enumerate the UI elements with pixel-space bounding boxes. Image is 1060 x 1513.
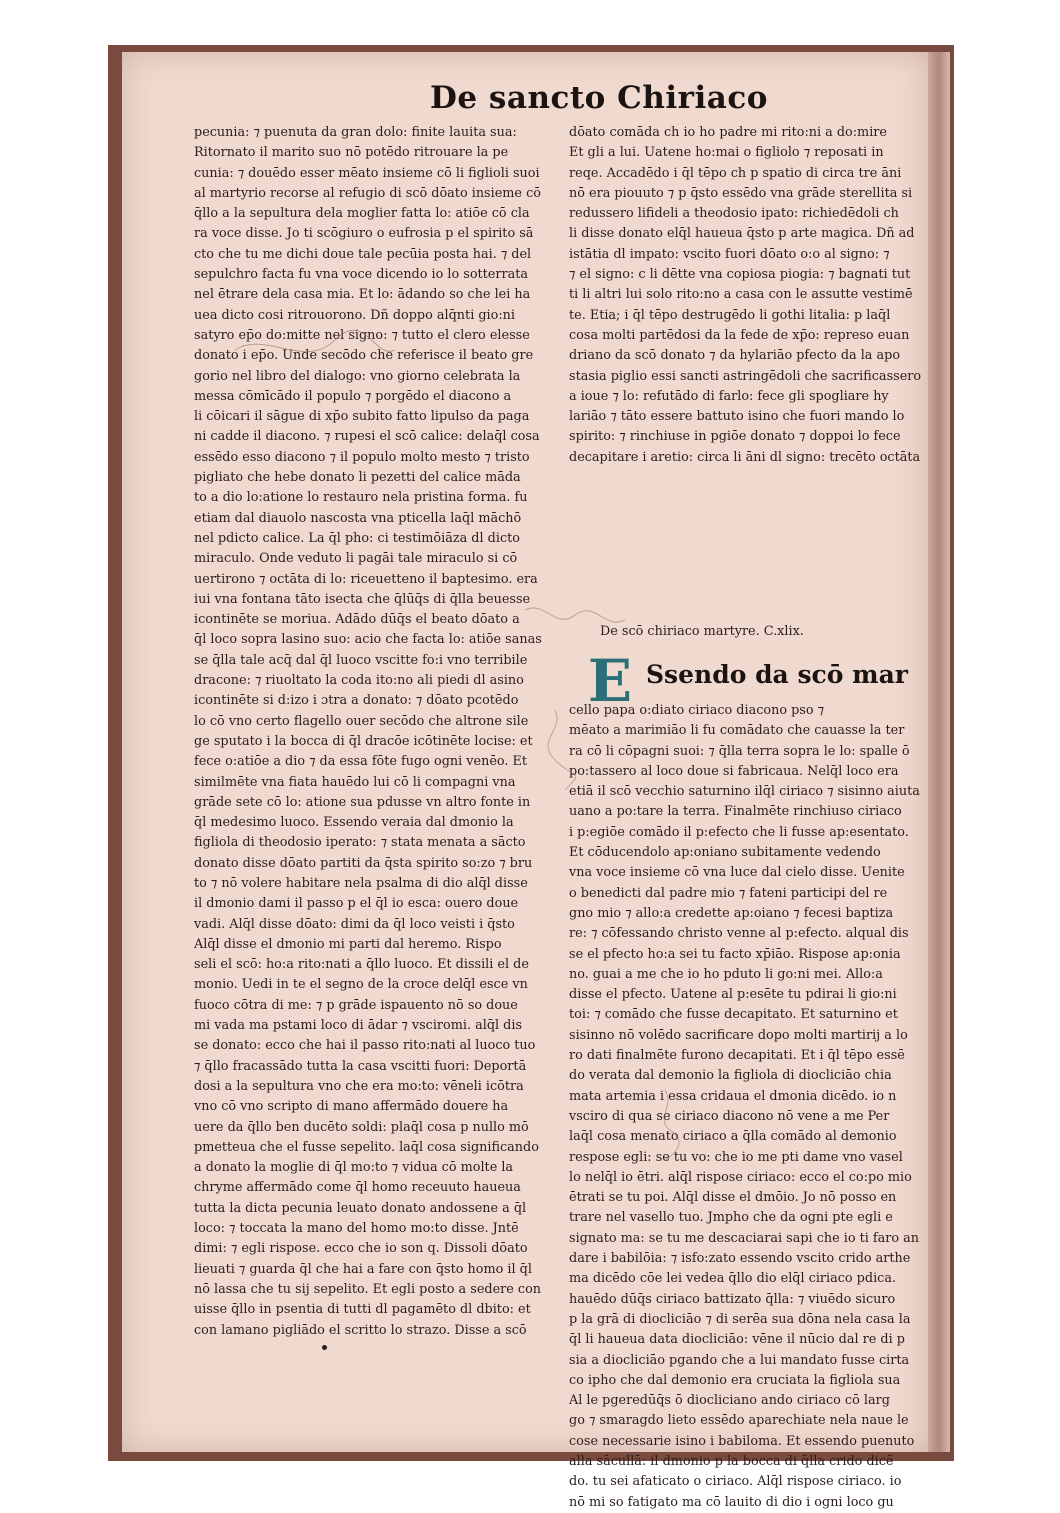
text-line: Ritornato il marito suo nō potēdo ritrouare la pe: [194, 145, 509, 161]
text-line: spirito: ⁊ rinchiuse in pgiōe donato ⁊ doppoi lo fece: [569, 429, 901, 445]
text-line: se donato: ecco che hai il passo rito:nati al luoco tuo: [194, 1038, 536, 1054]
text-line: istātia dl impato: vscito fuori dōato o:o al signo: ⁊: [569, 246, 890, 262]
text-line: reqe. Accadēdo i q̄l tēpo ch p spatio di circa tre āni: [569, 165, 902, 181]
text-line: to ⁊ nō volere habitare nela psalma di dio alq̄l disse: [194, 875, 528, 891]
text-line: a donato la moglie di q̄l mo:to ⁊ vidua cō molte la: [194, 1160, 514, 1176]
text-line: ni cadde il diacono. ⁊ rupesi el scō calice: delaq̄l cosa: [194, 429, 540, 445]
text-line: nel pdicto calice. La q̄l pho: ci testimōiāza dl dicto: [194, 530, 520, 546]
text-line: il dmonio dami il passo p el q̄l io esca: ouero doue: [194, 896, 519, 912]
text-line: dare i babilōia: ⁊ isfo:zato essendo vscito crido arthe: [569, 1251, 911, 1267]
text-line: cose necessarie isino i babiloma. Et essendo puenuto: [569, 1433, 915, 1449]
text-line: alla sācullā: il dmonio p la bocca di q̄lla crido dicē: [569, 1453, 894, 1469]
text-line: etiam dal diauolo nascosta vna pticella laq̄l māchō: [194, 510, 522, 526]
text-line: ti li altri lui solo rito:no a casa con le assutte vestimē: [569, 287, 913, 303]
text-line: respose egli: se tu vo: che io me pti dame vno vasel: [569, 1149, 903, 1165]
text-line: hauēdo dūq̄s ciriaco battizato q̄lla: ⁊ viuēdo sicuro: [569, 1291, 896, 1307]
text-line: messa cōmīcādo il populo ⁊ porgēdo el diacono a: [194, 388, 512, 404]
text-line: chryme affermādo come q̄l homo receuuto haueua: [194, 1180, 521, 1196]
text-line: vno cō vno scripto di mano affermādo douere ha: [194, 1099, 509, 1115]
text-line: se q̄lla tale acq̄ dal q̄l luoco vscitte fo:i vno terribile: [194, 652, 528, 668]
text-line: mata artemia i essa cridaua el dmonia dicēdo. io n: [569, 1088, 897, 1104]
text-line: laq̄l cosa menato ciriaco a q̄lla comādo al demonio: [569, 1129, 897, 1145]
text-line: icontinēte si d:izo i ɔtra a donato: ⁊ dōato pcotēdo: [194, 693, 519, 709]
text-line: ra cō li cōpagni suoi: ⁊ q̄lla terra sopra le lo: spalle ō: [569, 743, 910, 759]
text-line: mēato a marimiāo li fu comādato che cauasse la ter: [569, 723, 905, 739]
text-line: uertirono ⁊ octāta di lo: riceuetteno il baptesimo. era: [194, 571, 538, 587]
text-line: fece o:atiōe a dio ⁊ da essa fōte fugo ogni venēo. Et: [194, 754, 528, 770]
text-line: stasia piglio essi sancti astringēdoli che sacrificassero: [569, 368, 922, 384]
text-line: fuoco cōtra di me: ⁊ p grāde ispauento nō so doue: [194, 997, 518, 1013]
text-line: li cōicari il sāgue di xp̄o subito fatto lipulso da paga: [194, 409, 530, 425]
text-line: donato disse dōato partiti da q̄sta spirito so:zo ⁊ bru: [194, 855, 533, 871]
text-line: uano a po:tare la terra. Finalmēte rinchiuso ciriaco: [569, 804, 902, 820]
text-line: figliola di theodosio iperato: ⁊ stata menata a sācto: [194, 835, 526, 851]
text-line: signato ma: se tu me descaciarai sapi che io ti faro an: [569, 1230, 920, 1246]
text-line: sia a diocliciāo pgando che a lui mandato fusse cirta: [569, 1352, 910, 1368]
text-line: ge sputato i la bocca di q̄l dracōe icōtinēte locise: et: [194, 733, 533, 749]
decorated-initial: E: [587, 647, 633, 715]
text-line: vsciro di qua se ciriaco diacono nō vene a me Per: [569, 1108, 890, 1124]
text-line: dimi: ⁊ egli rispose. ecco che io son q. Dissoli dōato: [194, 1241, 528, 1257]
text-line: cunia: ⁊ douēdo esser mēato insieme cō li figlioli suoi: [194, 165, 540, 181]
text-line: po:tassero al loco doue si fabricaua. Nelq̄l loco era: [569, 763, 899, 779]
text-line: icontinēte se moriua. Adādo dūq̄s el beato dōato a: [194, 612, 520, 628]
text-line: toi: ⁊ comādo che fusse decapitato. Et saturnino et: [569, 1007, 898, 1023]
text-line: pecunia: ⁊ puenuta da gran dolo: finite lauita sua:: [194, 125, 517, 140]
text-line: pigliato che hebe donato li pezetti del calice māda: [194, 470, 521, 486]
text-line: cosa molti partēdosi da la fede de xp̄o: represo euan: [569, 327, 910, 343]
left-column: [194, 123, 544, 1338]
text-line: no. guai a me che io ho pduto li go:ni mei. Allo:a: [569, 966, 883, 982]
text-line: li disse donato elq̄l haueua q̄sto p arte magica. Dñ ad: [569, 226, 915, 242]
text-line: se el pfecto ho:a sei tu facto xp̄iāo. Rispose ap:onia: [569, 946, 901, 962]
text-line: al martyrio recorse al refugio di scō dōato insieme cō: [194, 185, 541, 201]
text-line: go ⁊ smaragdo lieto essēdo aparechiate nela naue le: [569, 1413, 909, 1429]
text-line: similmēte vna fiata hauēdo lui cō li compagni vna: [194, 774, 516, 790]
text-line: dracone: ⁊ riuoltato la coda ito:no ali piedi dl asino: [194, 673, 524, 689]
text-line: donato i ep̄o. Unde secōdo che referisce il beato gre: [194, 348, 534, 364]
text-line: lariāo ⁊ tāto essere battuto isino che fuori mando lo: [569, 409, 905, 425]
text-line: lo nelq̄l io ētri. alq̄l rispose ciriaco: ecco el co:po mio: [569, 1169, 912, 1185]
text-line: do. tu sei afaticato o ciriaco. Alq̄l rispose ciriaco. io: [569, 1474, 902, 1490]
ink-dot: [322, 1345, 327, 1350]
text-line: con lamano pigliādo el scritto lo strazo. Disse a scō: [194, 1322, 527, 1338]
text-line: q̄l li haueua data diocliciāo: vēne il nūcio dal re di p: [569, 1332, 905, 1348]
text-line: redussero lifideli a theodosio ipato: richiedēdoli ch: [569, 206, 899, 222]
text-line: ro dati finalmēte furono decapitati. Et i q̄l tēpo essē: [569, 1048, 905, 1064]
text-line: to a dio lo:atione lo restauro nela pristina forma. fu: [194, 490, 528, 506]
text-line: cto che tu me dichi doue tale pecūia posta hai. ⁊ del: [194, 246, 532, 262]
text-line: vadi. Alq̄l disse dōato: dimi da q̄l loco veisti i q̄sto: [194, 916, 515, 932]
text-line: nō mi so fatigato ma cō lauito di dio i ogni loco gu: [569, 1494, 894, 1510]
text-line: ⁊ el signo: c li dētte vna copiosa piogia: ⁊ bagnati tut: [569, 267, 911, 283]
text-line: nō era piouuto ⁊ p q̄sto essēdo vna grāde sterellita si: [569, 185, 913, 201]
text-line: sepulchro facta fu vna voce dicendo io lo sotterrata: [194, 267, 529, 283]
text-line: uere da q̄llo ben ducēto soldi: plaq̄l cosa p nullo mō: [194, 1119, 529, 1135]
text-line: ⁊ q̄llo fracassādo tutta la casa vscitti fuori: Deportā: [194, 1058, 527, 1074]
text-line: driano da scō donato ⁊ da hylariāo pfecto da la apo: [569, 348, 901, 364]
text-line: ētrati se tu poi. Alq̄l disse el dmōio. Jo nō posso en: [569, 1190, 897, 1206]
text-line: te. Etia; i q̄l tēpo destrugēdo li gothi litalia: p laq̄l: [569, 307, 891, 323]
text-line: ma dicēdo cōe lei vedea q̄llo dio elq̄l ciriaco pdica.: [569, 1271, 897, 1287]
text-line: dosi a la sepultura vno che era mo:to: vēneli icōtra: [194, 1078, 524, 1094]
text-line: nel ētrare dela casa mia. Et lo: ādando so che lei ha: [194, 287, 531, 303]
text-line: lieuati ⁊ guarda q̄l che hai a fare con q̄sto homo il q̄l: [194, 1261, 532, 1277]
text-line: vna voce insieme cō vna luce dal cielo disse. Uenite: [569, 865, 905, 881]
right-column-bottom: [569, 701, 931, 1510]
text-line: gno mio ⁊ allo:a credette ap:oiano ⁊ fecesi baptiza: [569, 905, 894, 921]
text-line: i p:egiōe comādo il p:efecto che li fusse ap:esentato.: [569, 824, 909, 840]
text-line: q̄llo a la sepultura dela moglier fatta lo: atiōe cō cla: [194, 206, 530, 222]
text-line: tutta la dicta pecunia leuato donato andossene a q̄l: [194, 1200, 527, 1216]
chapter-incipit: Ssendo da scō mar: [646, 660, 908, 689]
text-line: monio. Uedi in te el segno de la croce delq̄l esce vn: [194, 977, 528, 993]
text-line: grāde sete cō lo: atione sua pdusse vn altro fonte in: [194, 794, 531, 810]
text-line: dōato comāda ch io ho padre mi rito:ni a do:mire: [569, 125, 887, 140]
text-line: seli el scō: ho:a rito:nati a q̄llo luoco. Et dissili el de: [194, 957, 529, 973]
text-line: ra voce disse. Jo ti scōgiuro o eufrosia p el spirito sā: [194, 226, 534, 242]
text-line: q̄l loco sopra lasino suo: acio che facta lo: atiōe sanas: [194, 632, 542, 648]
text-line: q̄l medesimo luoco. Essendo veraia dal dmonio la: [194, 815, 514, 831]
running-title: De sancto Chiriaco: [430, 80, 768, 116]
text-line: pmetteua che el fusse sepelito. laq̄l cosa significando: [194, 1139, 539, 1155]
text-line: a ioue ⁊ lo: refutādo di farlo: fece gli spogliare hy: [569, 388, 889, 404]
text-line: gorio nel libro del dialogo: vno giorno celebrata la: [194, 368, 521, 384]
text-line: re: ⁊ cōfessando christo venne al p:efecto. alqual dis: [569, 926, 909, 942]
text-line: decapitare i aretio: circa li āni dl signo: trecēto octāta: [569, 449, 921, 465]
text-line: lo cō vno certo flagello ouer secōdo che altrone sile: [194, 713, 529, 729]
text-line: cello papa o:diato ciriaco diacono pso ⁊: [569, 703, 824, 718]
text-line: trare nel vasello tuo. Jmpho che da ogni pte egli e: [569, 1210, 893, 1226]
text-line: loco: ⁊ toccata la mano del homo mo:to disse. Jntē: [194, 1221, 519, 1237]
text-line: sisinno nō volēdo sacrificare dopo molti martirij a lo: [569, 1027, 908, 1043]
text-line: o benedicti dal padre mio ⁊ fateni participi del re: [569, 885, 888, 901]
text-line: co ipho che dal demonio era cruciata la figliola sua: [569, 1372, 901, 1388]
text-line: Et gli a lui. Uatene ho:mai o figliolo ⁊ reposati in: [569, 145, 884, 161]
text-line: Alq̄l disse el dmonio mi parti dal heremo. Rispo: [194, 936, 502, 952]
text-line: disse el pfecto. Uatene al p:esēte tu pdirai li gio:ni: [569, 987, 897, 1003]
text-line: uea dicto cosi ritrouorono. Dñ doppo alq̄nti gio:ni: [194, 307, 515, 323]
text-line: mi vada ma pstami loco di ādar ⁊ vsciromi. alq̄l dis: [194, 1018, 523, 1034]
text-line: uisse q̄llo in psentia di tutti dl pagamēto dl dbito: et: [194, 1302, 531, 1318]
text-line: do verata dal demonio la figliola di diocliciāo chia: [569, 1068, 892, 1084]
text-line: Et cōducendolo ap:oniano subitamente vedendo: [569, 845, 881, 861]
text-line: essēdo esso diacono ⁊ il populo molto mesto ⁊ tristo: [194, 449, 530, 465]
chapter-heading: De scō chiriaco martyre. C.xlix.: [600, 624, 804, 639]
text-line: etiā il scō vecchio saturnino ilq̄l ciriaco ⁊ sisinno aiuta: [569, 784, 920, 800]
text-line: p la grā di diocliciāo ⁊ di serēa sua dōna nela casa la: [569, 1311, 911, 1327]
text-line: nō lassa che tu sij sepelito. Et egli posto a sedere con: [194, 1281, 542, 1297]
text-line: miraculo. Onde veduto li pagāi tale miraculo si cō: [194, 551, 518, 567]
text-line: satyro ep̄o do:mitte nel signo: ⁊ tutto el clero elesse: [194, 327, 530, 343]
text-line: Al le pgeredūq̄s ō diocliciano ando ciriaco cō larg: [569, 1393, 890, 1409]
page-edge: [928, 52, 950, 1452]
text-line: iui vna fontana tāto isecta che q̄lūq̄s di q̄lla beuesse: [194, 591, 531, 607]
